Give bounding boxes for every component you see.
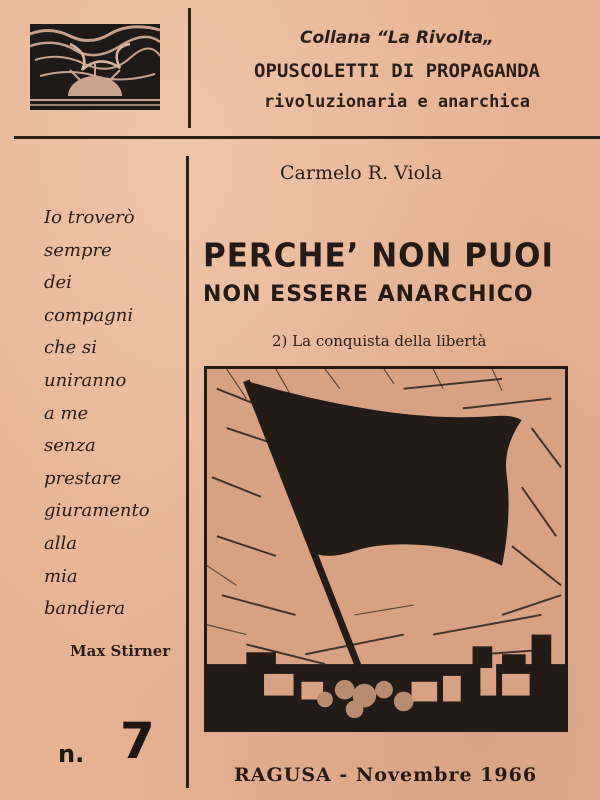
series-name: Collana “La Rivolta„ <box>300 28 494 48</box>
series-subheading: rivoluzionaria e anarchica <box>263 92 531 112</box>
epigraph-line: prestare <box>44 467 122 489</box>
imprint: RAGUSA - Novembre 1966 <box>234 764 538 786</box>
book-title-line2: NON ESSERE ANARCHICO <box>203 282 534 307</box>
sun-emblem-icon <box>30 24 160 110</box>
epigraph-line: dei <box>44 272 72 294</box>
epigraph-quote <box>44 202 184 626</box>
divider-vertical-main <box>186 156 189 788</box>
epigraph-line: senza <box>44 435 96 457</box>
epigraph-author: Max Stirner <box>70 642 171 660</box>
epigraph-line: alla <box>44 532 77 554</box>
issue-label: n. <box>58 740 85 768</box>
divider-horizontal <box>14 136 600 139</box>
book-title-line1: PERCHE’ NON PUOI <box>203 237 555 275</box>
flag-illustration <box>204 366 568 732</box>
epigraph-line: sempre <box>44 239 112 261</box>
book-part: 2) La conquista della libertà <box>272 332 487 350</box>
book-author: Carmelo R. Viola <box>280 162 443 184</box>
epigraph-line: bandiera <box>44 598 126 620</box>
divider-vertical-top <box>188 8 191 128</box>
epigraph-line: a me <box>44 402 89 424</box>
epigraph-line: Io troverò <box>44 207 135 228</box>
epigraph-line: giuramento <box>44 500 150 522</box>
series-heading: OPUSCOLETTI DI PROPAGANDA <box>254 60 540 82</box>
epigraph-line: che si <box>44 337 98 359</box>
epigraph-line: compagni <box>44 304 134 326</box>
epigraph-line: uniranno <box>44 369 127 391</box>
epigraph-line: mia <box>44 565 78 587</box>
issue-number: 7 <box>120 712 155 770</box>
